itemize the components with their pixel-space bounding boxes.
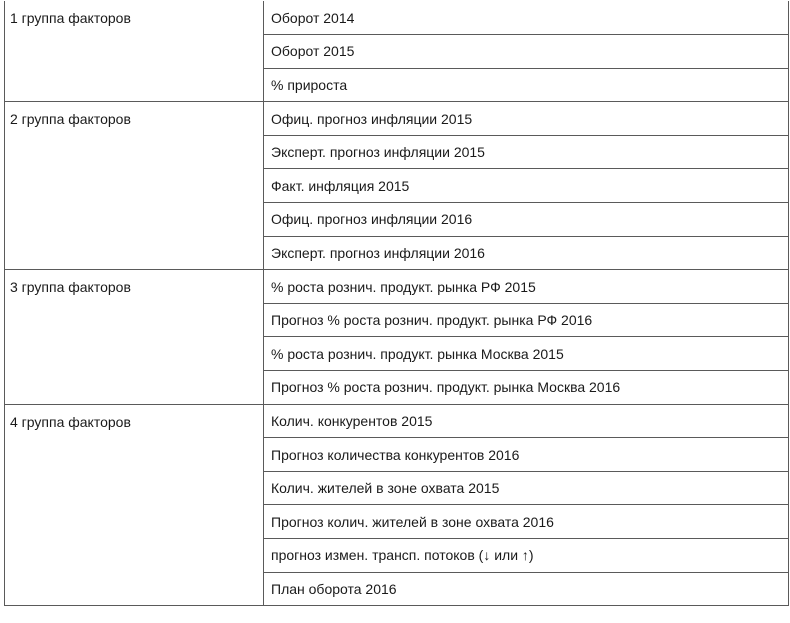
- factor-cell: прогноз измен. трансп. потоков (↓ или ↑): [264, 539, 789, 573]
- factors-table: [4, 1, 789, 606]
- table-row: [5, 1, 789, 35]
- factor-cell: % роста рознич. продукт. рынка РФ 2015: [264, 270, 789, 304]
- factor-cell: % роста рознич. продукт. рынка Москва 2015: [264, 337, 789, 371]
- group-label: 4 группа факторов: [5, 404, 264, 606]
- table-row: [5, 404, 789, 438]
- group-label: 3 группа факторов: [5, 270, 264, 404]
- table-row: [5, 270, 789, 304]
- factor-cell: % прироста: [264, 68, 789, 102]
- table-row: [5, 102, 789, 136]
- factor-cell: Эксперт. прогноз инфляции 2015: [264, 135, 789, 169]
- factor-cell: Колич. конкурентов 2015: [264, 404, 789, 438]
- factor-cell: Прогноз колич. жителей в зоне охвата 2016: [264, 505, 789, 539]
- factor-cell: План оборота 2016: [264, 572, 789, 606]
- factor-cell: Офиц. прогноз инфляции 2015: [264, 102, 789, 136]
- group-label: 1 группа факторов: [5, 1, 264, 102]
- factor-cell: Прогноз количества конкурентов 2016: [264, 438, 789, 472]
- group-label: 2 группа факторов: [5, 102, 264, 270]
- factor-cell: Эксперт. прогноз инфляции 2016: [264, 236, 789, 270]
- factor-cell: Офиц. прогноз инфляции 2016: [264, 203, 789, 237]
- factor-cell: Колич. жителей в зоне охвата 2015: [264, 471, 789, 505]
- factor-cell: Прогноз % роста рознич. продукт. рынка РФ 2016: [264, 303, 789, 337]
- factor-cell: Факт. инфляция 2015: [264, 169, 789, 203]
- factor-cell: Оборот 2014: [264, 1, 789, 35]
- factor-cell: Прогноз % роста рознич. продукт. рынка Москва 2016: [264, 371, 789, 405]
- factor-cell: Оборот 2015: [264, 35, 789, 69]
